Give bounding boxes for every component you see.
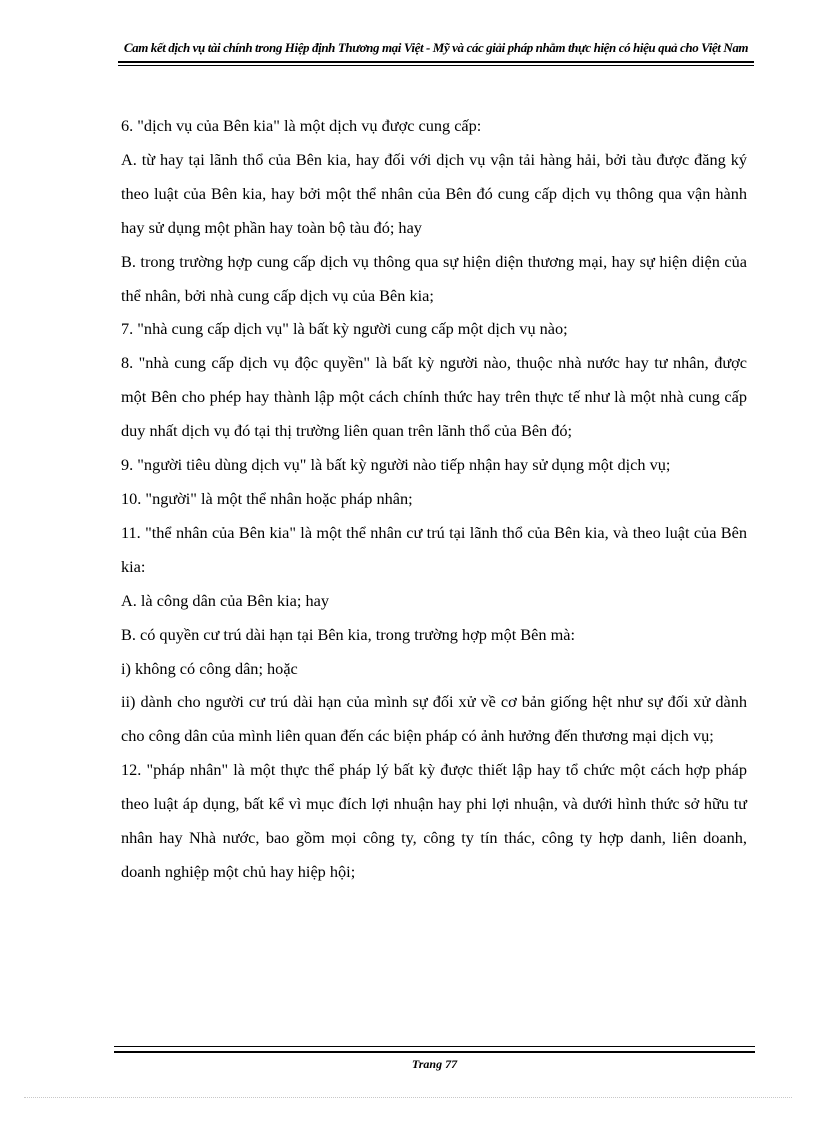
header-rule-thin	[118, 65, 754, 66]
paragraph-9: 9. "người tiêu dùng dịch vụ" là bất kỳ người nào tiếp nhận hay sử dụng một dịch vụ;	[121, 455, 671, 475]
page-footer	[114, 1046, 755, 1086]
paragraph-12: 12. "pháp nhân" là một thực thể pháp lý bất kỳ được thiết lập hay tổ chức một cách hợp pháp theo luật áp dụng, bất kể vì mục đích lợi nhuận hay phi lợi nhuận, và dưới hình thức sở hữu tư nhân hay Nhà nước, bao gồm mọi công ty, công ty tín thác, công ty hợp danh, liên doanh, doanh nghiệp một chủ hay hiệp hội;	[121, 760, 747, 881]
footer-rule-thick	[114, 1051, 755, 1053]
paragraph-11b: B. có quyền cư trú dài hạn tại Bên kia, trong trường hợp một Bên mà:	[121, 624, 576, 644]
page-header	[118, 40, 754, 70]
paragraph-11b-ii: ii) dành cho người cư trú dài hạn của mình sự đối xử về cơ bản giống hệt như sự đối xử dành cho công dân của mình liên quan đến các biện pháp có ảnh hưởng đến thương mại dịch vụ;	[121, 692, 747, 746]
paragraph-6: 6. "dịch vụ của Bên kia" là một dịch vụ được cung cấp:	[121, 116, 482, 135]
paragraph-8: 8. "nhà cung cấp dịch vụ độc quyền" là bất kỳ người nào, thuộc nhà nước hay tư nhân, được một Bên cho phép hay thành lập một cách chính thức hay trên thực tế như là một nhà cung cấp duy nhất dịch vụ đó tại thị trường liên quan trên lãnh thổ của Bên đó;	[121, 353, 747, 441]
paragraph-11: 11. "thể nhân của Bên kia" là một thể nhân cư trú tại lãnh thổ của Bên kia, và theo luật của Bên kia:	[121, 522, 747, 576]
page-number: Trang 77	[411, 1057, 458, 1071]
paragraph-7: 7. "nhà cung cấp dịch vụ" là bất kỳ người cung cấp một dịch vụ nào;	[121, 319, 568, 339]
paragraph-11a: A. là công dân của Bên kia; hay	[121, 590, 329, 610]
paragraph-6b: B. trong trường hợp cung cấp dịch vụ thông qua sự hiện diện thương mại, hay sự hiện diện của thể nhân, bởi nhà cung cấp dịch vụ của Bên kia;	[121, 251, 747, 305]
page-boundary	[24, 1097, 792, 1098]
document-body	[121, 109, 747, 889]
footer-rule-thin	[114, 1046, 755, 1047]
header-title: Cam kết dịch vụ tài chính trong Hiệp định Thương mại Việt - Mỹ và các giải pháp nhằm thực hiện có hiệu quả cho Việt Nam	[123, 40, 749, 55]
paragraph-6a: A. từ hay tại lãnh thổ của Bên kia, hay đối với dịch vụ vận tải hàng hải, bởi tàu được đăng ký theo luật của Bên kia, hay bởi một thể nhân của Bên đó cung cấp dịch vụ thông qua vận hành hay sử dụng một phần hay toàn bộ tàu đó; hay	[121, 149, 747, 237]
paragraph-11b-i: i) không có công dân; hoặc	[121, 658, 298, 678]
paragraph-10: 10. "người" là một thể nhân hoặc pháp nhân;	[121, 488, 413, 508]
header-rule-thick	[118, 61, 754, 63]
